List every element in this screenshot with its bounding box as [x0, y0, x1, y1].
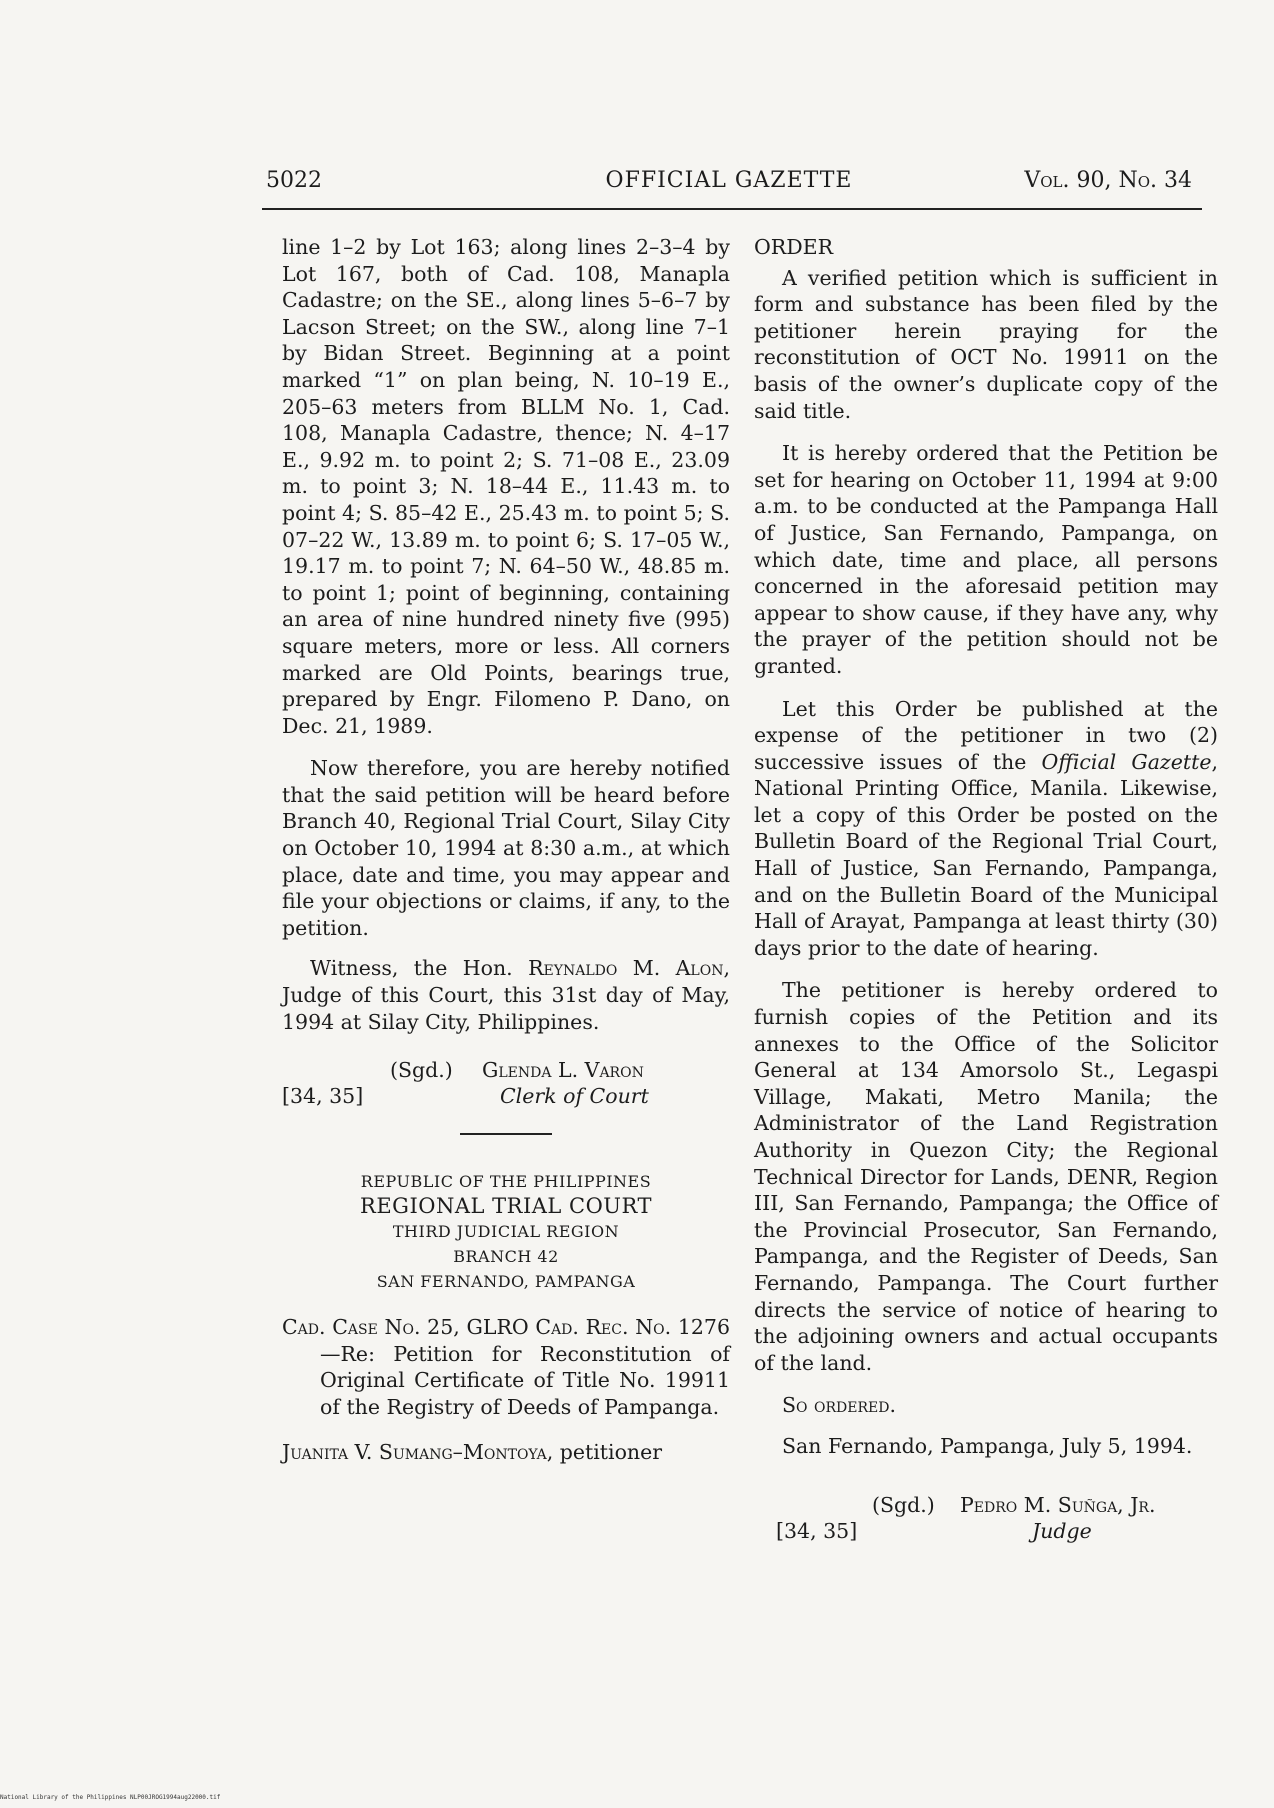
right-column — [754, 234, 1218, 1554]
witness-judge-name: Reynaldo M. Alon — [528, 956, 724, 981]
clerk-name: Glenda L. Varon — [482, 1058, 644, 1083]
order-paragraph-3 — [754, 696, 1218, 962]
case-title — [282, 1314, 730, 1420]
notice-paragraph: Now therefore, you are hereby notified that the said petition will be heard before Branch 40, Regional Trial Court, Silay City on October 10, 1994 at 8:30 a.m., at which place, date and time, you may appear and file your objections or claims, if any, to the petition. — [282, 756, 730, 940]
judge-name: Pedro M. Suñga, Jr. — [960, 1492, 1156, 1517]
gazette-name: Official Gazette — [1041, 749, 1212, 774]
order-paragraph-2: It is hereby ordered that the Petition be set for hearing on October 11, 1994 at 9:00 a.m. to be conducted at the Pampanga Hall of Justice, San Fernando, Pampanga, on which date, time and place, all persons concerned in the aforesaid petition may appear to show cause, if they have any, why the prayer of the petition should not be granted. — [754, 441, 1218, 678]
scan-footer: National Library of the Philippines NLP00JROG1994aug22000.tif — [0, 1794, 221, 1801]
order-title: ORDER — [754, 235, 834, 259]
caption-republic: REPUBLIC OF THE PHILIPPINES — [360, 1172, 652, 1192]
page-number: 5022 — [266, 168, 322, 193]
header-rule — [262, 208, 1202, 210]
land-description-paragraph: line 1–2 by Lot 163; along lines 2–3–4 by Lot 167, both of Cad. 108, Manapla Cadastre; on the SE., along lines 5–6–7 by Lacson Street; on the SW., along line 7–1 by Bidan Street. Beginning at a point marked “1” on plan being, N. 10–19 E., 205–63 meters from BLLM No. 1, Cad. 108, Manapla Cadastre, thence; N. 4–17 E., 9.92 m. to point 2; S. 71–08 E., 23.09 m. to point 3; N. 18–44 E., 11.43 m. to point 4; S. 85–42 E., 25.43 m. to point 5; S. 07–22 W., 13.89 m. to point 6; S. 17–05 W., 19.17 m. to point 7; N. 64–50 W., 48.85 m. to point 1; point of beginning, containing an area of nine hundred ninety five (995) square meters, more or less. All corners marked are Old Points, bearings true, prepared by Engr. Filomeno P. Dano, on Dec. 21, 1989. — [282, 235, 730, 738]
petitioner-line — [282, 1439, 730, 1466]
publication-title: OFFICIAL GAZETTE — [605, 168, 853, 193]
clerk-title: Clerk of Court — [500, 1084, 649, 1109]
case-description: 1276—Re: Petition for Reconstitution of Original Certificate of Title No. 19911 of the Registry of Deeds of Pampanga. — [320, 1315, 731, 1419]
petitioner-role: , petitioner — [546, 1439, 663, 1464]
p3-post: , National Printing Office, Manila. Likewise, let a copy of this Order be posted on the Bulletin Board of the Regional Trial Court, Hall of Justice, San Fernando, Pampanga, and on the Bulletin Board of the Municipal Hall of Arayat, Pampanga at least thirty (30) days prior to the date of hearing. — [754, 749, 1218, 960]
judge-signature-block — [754, 1492, 1218, 1554]
clerk-signature-block — [282, 1057, 730, 1119]
left-column — [282, 234, 730, 1465]
case-label: Cad. Case No. 25, GLRO Cad. Rec. No. — [282, 1315, 672, 1340]
signature-bracket: [34, 35] — [282, 1084, 364, 1109]
judge-signature-bracket: [34, 35] — [776, 1518, 858, 1543]
caption-branch: BRANCH 42 — [453, 1247, 559, 1267]
court-caption — [282, 1169, 730, 1294]
order-paragraph-4: The petitioner is hereby ordered to furnish copies of the Petition and its annexes to the Office of the Solicitor General at 134 Amorsolo St., Legaspi Village, Makati, Metro Manila; the Administrator of the Land Registration Authority in Quezon City; the Regional Technical Director for Lands, DENR, Region III, San Fernando, Pampanga; the Office of the Provincial Prosecutor, San Fernando, Pampanga, and the Register of Deeds, San Fernando, Pampanga. The Court further directs the service of notice of hearing to the adjoining owners and actual occupants of the land. — [754, 978, 1218, 1375]
place-date: San Fernando, Pampanga, July 5, 1994. — [782, 1433, 1193, 1458]
petitioner-name: Juanita V. Sumang–Montoya — [282, 1439, 547, 1464]
caption-location: SAN FERNANDO, PAMPANGA — [376, 1272, 636, 1292]
signature-sgd: (Sgd.) — [390, 1058, 453, 1083]
volume-number: Vol. 90, No. 34 — [1024, 168, 1192, 193]
section-divider — [460, 1133, 552, 1135]
witness-paragraph — [282, 955, 730, 1035]
p3-pre: Let this Order be published at the expense of the petitioner in two (2) successive issues of the — [754, 696, 1218, 774]
witness-pre: Witness, the Hon. — [310, 956, 513, 981]
witness-post: , Judge of this Court, this 31st day of May, 1994 at Silay City, Philippines. — [282, 956, 730, 1034]
caption-region: THIRD JUDICIAL REGION — [392, 1222, 620, 1242]
order-paragraph-1: A verified petition which is sufficient in form and substance has been filed by the petitioner herein praying for the reconstitution of OCT No. 19911 on the basis of the owner’s duplicate copy of the said title. — [754, 265, 1218, 423]
judge-signature-sgd: (Sgd.) — [872, 1492, 935, 1517]
page-header — [266, 168, 1192, 202]
judge-title: Judge — [1032, 1518, 1092, 1543]
so-ordered: So ordered. — [782, 1393, 897, 1418]
caption-court: REGIONAL TRIAL COURT — [360, 1194, 652, 1219]
